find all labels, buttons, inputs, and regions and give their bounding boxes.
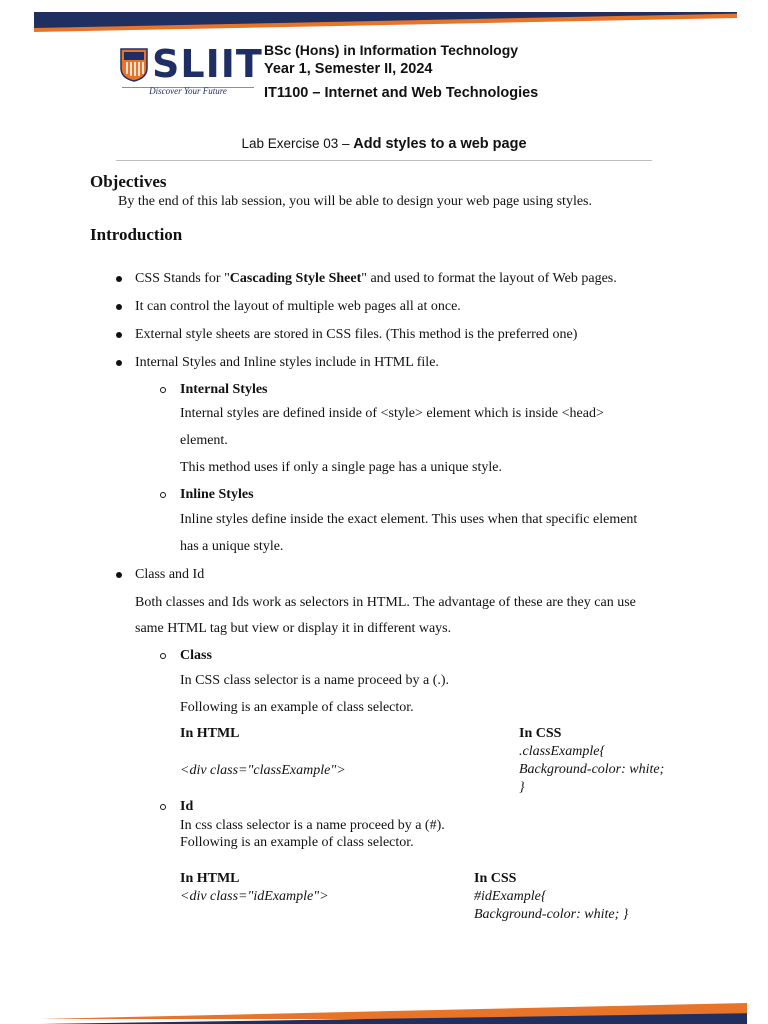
class-id-line-1: Both classes and Ids work as selectors in HTML. The advantage of these are they can use — [135, 595, 636, 610]
class-css-line-2: Background-color: white; — [519, 762, 665, 777]
class-css-line-1: .classExample{ — [519, 744, 606, 759]
internal-styles-line-2: element. — [180, 433, 228, 448]
circle-bullet-icon — [160, 804, 166, 810]
internal-styles-line-3: This method uses if only a single page has a unique style. — [180, 460, 502, 475]
class-css-line-3: } — [519, 780, 525, 795]
id-title: Id — [180, 799, 194, 814]
program-title: BSc (Hons) in Information Technology — [264, 42, 519, 58]
lab-title-main: Add styles to a web page — [353, 136, 527, 152]
internal-styles-title: Internal Styles — [180, 382, 268, 397]
bullet-icon — [116, 304, 122, 310]
bullet-icon — [116, 360, 122, 366]
logo-tagline: Discover Your Future — [149, 86, 227, 96]
class-title: Class — [180, 648, 212, 663]
id-line-2: Following is an example of class selector. — [180, 835, 414, 850]
inline-styles-line-1: Inline styles define inside the exact element. This uses when that specific element — [180, 512, 638, 527]
id-css-label: In CSS — [474, 871, 517, 886]
b1-pre: CSS Stands for " — [135, 271, 230, 286]
id-html-code: <div class="idExample"> — [180, 889, 329, 904]
class-line-2: Following is an example of class selector. — [180, 700, 414, 715]
lab-title-prefix: Lab Exercise 03 – — [241, 136, 354, 151]
module-title: IT1100 – Internet and Web Technologies — [264, 85, 539, 101]
lab-title — [0, 136, 768, 152]
intro-bullet-2: It can control the layout of multiple web pages all at once. — [135, 299, 461, 314]
class-id-line-2: same HTML tag but view or display it in different ways. — [135, 621, 452, 636]
intro-bullet-4: Internal Styles and Inline styles include in HTML file. — [135, 355, 439, 370]
sliit-logo — [120, 42, 263, 98]
inline-styles-title: Inline Styles — [180, 487, 254, 502]
inline-styles-line-2: has a unique style. — [180, 539, 284, 554]
logo-wordmark: SLIIT — [152, 42, 263, 86]
id-html-label: In HTML — [180, 871, 240, 886]
title-divider — [116, 160, 652, 161]
circle-bullet-icon — [160, 387, 166, 393]
id-css-line-2: Background-color: white; } — [474, 907, 629, 922]
bullet-icon — [116, 276, 122, 282]
circle-bullet-icon — [160, 653, 166, 659]
internal-styles-line-1: Internal styles are defined inside of <style> element which is inside <head> — [180, 406, 604, 421]
id-css-line-1: #idExample{ — [474, 889, 547, 904]
id-line-1: In css class selector is a name proceed by a (#). — [180, 818, 445, 833]
bullet-icon — [116, 572, 122, 578]
intro-bullet-1 — [135, 270, 617, 288]
intro-bullet-3: External style sheets are stored in CSS files. (This method is the preferred one) — [135, 327, 578, 342]
year-semester: Year 1, Semester II, 2024 — [264, 61, 433, 77]
class-html-code: <div class="classExample"> — [180, 763, 346, 778]
objectives-text: By the end of this lab session, you will be able to design your web page using styles. — [118, 194, 592, 209]
introduction-heading: Introduction — [90, 225, 183, 244]
b1-bold: Cascading Style Sheet — [229, 271, 362, 286]
b1-post: " and used to format the layout of Web pages. — [361, 271, 617, 286]
class-html-label: In HTML — [180, 726, 240, 741]
crest-icon — [120, 48, 148, 82]
class-css-label: In CSS — [519, 726, 562, 741]
bullet-icon — [116, 332, 122, 338]
objectives-heading: Objectives — [90, 172, 167, 191]
intro-bullet-5: Class and Id — [135, 567, 205, 582]
class-line-1: In CSS class selector is a name proceed by a (.). — [180, 673, 450, 688]
circle-bullet-icon — [160, 492, 166, 498]
